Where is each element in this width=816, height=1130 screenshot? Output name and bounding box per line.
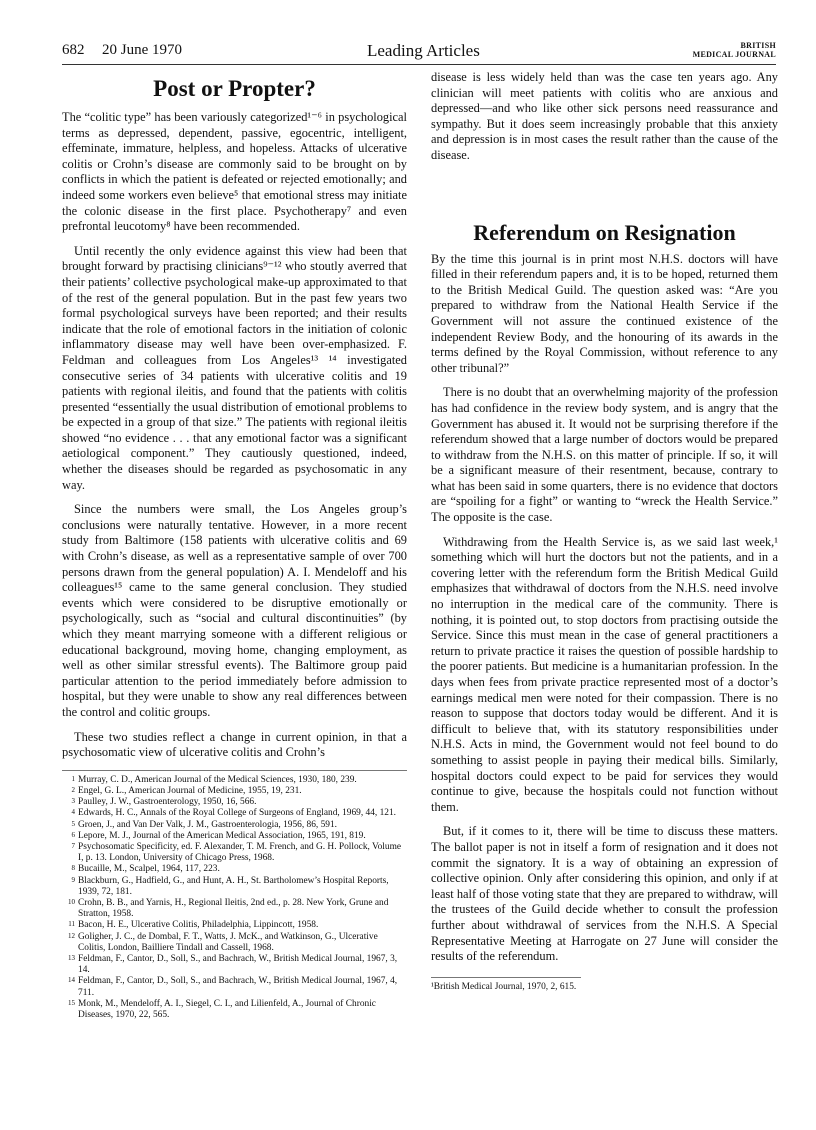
reference-number: 7 [71, 841, 75, 850]
reference-list [62, 770, 407, 1021]
reference-text: Engel, G. L., American Journal of Medicine, 1955, 19, 231. [78, 785, 302, 796]
reference-item [62, 876, 407, 898]
reference-text: Psychosomatic Specificity, ed. F. Alexander, T. M. French, and G. H. Pollock, Volume I, p. 13. London, University of Chicago Press, 1968. [78, 841, 402, 864]
reference-text: Crohn, B. B., and Yarnis, H., Regional Ileitis, 2nd ed., p. 28. New York, Grune and Stratton, 1958. [78, 897, 389, 920]
reference-number: 11 [68, 920, 75, 929]
article2-title: Referendum on Resignation [473, 219, 736, 245]
issue-date: 20 June 1970 [102, 42, 182, 58]
reference-text: Edwards, H. C., Annals of the Royal College of Surgeons of England, 1969, 44, 121. [78, 808, 397, 819]
reference-item [62, 797, 407, 808]
running-header [62, 40, 776, 65]
reference-item [62, 932, 407, 954]
reference-number: 6 [71, 830, 75, 839]
article1-paragraph: The “colitic type” has been variously categorized¹⁻⁶ in psychological terms as depressed, dependent, passive, egocentric, intelligent, effeminate, immature, helpless, and hopeless. Attacks of ulcerative colitis or Crohn’s disease are commonly said to be brought on by conflicts in which the patient is defeated or rejected emotionally; and indeed some workers even believe⁵ that emotional stress may initiate the colonic disease in the first place. Psychotherapy⁷ and even prefrontal leucotomy⁸ have been recommended. [62, 110, 407, 234]
reference-number: 13 [68, 954, 75, 962]
article1-paragraph: Until recently the only evidence against this view had been that brought forward by practising clinicians⁹⁻¹² who stoutly averred that their patients’ collective psychological make-up approximated to that of the rest of the general population. But in the past few years two formal psychological surveys have been reported; and their results indicate that the role of emotional factors in the initiation of colonic inflammatory disease may well have been over-emphasized. F. Feldman and colleagues from Los Angeles¹³ ¹⁴ investigated consecutive series of 34 patients with ulcerative colitis and 19 patients with regional ileitis, and found that the patients with colitis presented “essentially the usual distribution of emotional problems to be expected in a group of that size.” The patients with regional ileitis showed “no evidence . . . that any emotional factor was a significant aetiological component.” They cautiously questioned, indeed, whether the diseases should be regarded as psychosomatic in any way. [62, 243, 407, 492]
article1-paragraph: These two studies reflect a change in current opinion, in that a psychosomatic view of ulcerative colitis and Crohn’s [62, 729, 407, 760]
reference-text: Paulley, J. W., Gastroenterology, 1950, 16, 566. [78, 797, 257, 808]
journal-name-line1: BRITISH [740, 41, 776, 50]
article2-paragraph: By the time this journal is in print most N.H.S. doctors will have filled in their referendum papers and, it is to be hoped, returned them to the British Medical Guild. The question asked was: “Are you prepared to withdraw from the National Health Service if the Government will not assure the continued existence of the independent Review Body, and the honouring of its awards in the terms defined by the Royal Commission, without reference to any other tribunal?” [431, 251, 778, 375]
article1-paragraph: Since the numbers were small, the Los Angeles group’s conclusions were naturally tentative. However, in a more recent study from Baltimore (158 patients with ulcerative colitis and 69 with Crohn’s disease, as well as a representative sample of over 700 persons drawn from the general population) A. I. Mendeloff and his colleagues¹⁵ came to the same general conclusion. They studied events which were considered to be disruptive emotionally or psychologically, such as “social and cultural discontinuities” (by which they meant marrying someone with a different religious or educational background, moving home, changing employment, as well as other similar stressful events). The Baltimore group paid particular attention to the period immediately before admission to hospital, but they were unable to show any real differences between the control and colitic groups. [62, 502, 407, 719]
reference-item [62, 898, 407, 920]
reference-text: Lepore, M. J., Journal of the American Medical Association, 1965, 191, 819. [78, 830, 366, 841]
reference-number: 2 [71, 785, 75, 794]
article2-paragraph: Withdrawing from the Health Service is, as we said last week,¹ something which will hurt the doctors but not the patients, and in a covering letter with the referendum form the British Medical Guild emphasizes that withdrawal of doctors from the N.H.S. need involve no interruption in the medical care of the community. There is nothing, it is pointed out, to stop doctors from practising outside the Service. Since this must mean in the case of general practitioners a return to private practice it raises the question of possible hardship to the poorer patients. But medicine is a humanitarian profession. In the days when fees from private practice represented most of a doctor’s earnings medical men were noted for their compassion. There is no reason to suppose that doctors today would be different. And it is difficult to believe that, with its statutory responsibilities under N.H.S. Acts in mind, the Government would not feel bound to do something to assist people in paying their medical bills. Similarly, hospital doctors could expect to be paid for services they would continue to give, because the hospitals could not function without them. [431, 534, 778, 814]
reference-text: Feldman, F., Cantor, D., Soll, S., and Bachrach, W., British Medical Journal, 1967, 3, 14. [78, 954, 398, 976]
reference-text: Bucaille, M., Scalpel, 1964, 117, 223. [78, 864, 220, 875]
reference-number: 4 [71, 808, 75, 817]
reference-item [62, 864, 407, 875]
left-column [62, 70, 407, 1021]
reference-text: Goligher, J. C., de Dombal, F. T., Watts, J. McK., and Watkinson, G., Ulcerative Colitis, London, Bailliere Tindall and Cassell, 1968. [78, 931, 378, 953]
right-column [431, 70, 778, 992]
page-number: 682 [62, 42, 85, 58]
reference-text: Monk, M., Mendeloff, A. I., Siegel, C. I., and Lilienfeld, A., Journal of Chronic Diseases, 1970, 22, 565. [78, 998, 376, 1021]
reference-item [62, 775, 407, 786]
reference-item [62, 976, 407, 998]
article2-footnote: ¹British Medical Journal, 1970, 2, 615. [431, 977, 581, 992]
reference-item [62, 831, 407, 842]
article1-title: Post or Propter? [153, 76, 316, 101]
reference-text: Groen, J., and Van Der Valk, J. M., Gastroenterologia, 1956, 86, 591. [78, 819, 337, 830]
reference-number: 5 [71, 819, 75, 828]
reference-number: 14 [68, 976, 75, 985]
reference-number: 8 [71, 864, 75, 873]
section-title: Leading Articles [367, 41, 480, 60]
journal-name-line2: MEDICAL JOURNAL [692, 50, 776, 59]
reference-item [62, 920, 407, 931]
reference-text: Blackburn, G., Hadfield, G., and Hunt, A. H., St. Bartholomew’s Hospital Reports, 1939, 72, 181. [78, 875, 389, 897]
journal-name [693, 41, 776, 59]
article2-paragraph: There is no doubt that an overwhelming majority of the profession has had confidence in the review body system, and is angry that the Government has abused it. It would not be surprising therefore if the referendum showed that a large number of doctors would be prepared to withdraw from the N.H.S. on this matter of principle. If so, it will be a significant measure of their resentment, because, contrary to what has been said in some quarters, there is no evidence that doctors are “spoiling for a fight” or wanting to “wreck the Health Service.” The opposite is the case. [431, 385, 778, 525]
reference-item [62, 999, 407, 1021]
reference-number: 1 [71, 774, 75, 783]
article2-paragraph: But, if it comes to it, there will be time to discuss these matters. The ballot paper is not in itself a form of resignation and it does not commit the signatory. It is a way of obtaining an expression of collective opinion. Only after considering this opinion, and only if at least half of those voting state that they are prepared to withdraw, will the trustees of the Guild decide whether to consult the profession further about withdrawal of services from the N.H.S. A Special Representative Meeting at Harrogate on 27 June will consider the results of the referendum. [431, 824, 778, 964]
reference-item [62, 820, 407, 831]
reference-item [62, 786, 407, 797]
reference-number: 10 [68, 897, 75, 906]
reference-number: 15 [68, 998, 75, 1007]
reference-number: 12 [68, 931, 75, 940]
reference-item [62, 808, 407, 819]
article1-continuation: disease is less widely held than was the case ten years ago. Any clinician will meet patients with colitis who are anxious and depressed—and who like other sick persons need reassurance and sympathy. But it does seem increasingly probable that this anxiety and depression is in most cases the result rather than the cause of the disease. [431, 70, 778, 162]
reference-text: Murray, C. D., American Journal of the Medical Sciences, 1930, 180, 239. [78, 774, 357, 785]
reference-number: 9 [71, 875, 75, 884]
reference-text: Bacon, H. E., Ulcerative Colitis, Philadelphia, Lippincott, 1958. [78, 920, 319, 931]
reference-text: Feldman, F., Cantor, D., Soll, S., and Bachrach, W., British Medical Journal, 1967, 4, 711. [78, 976, 398, 998]
reference-item [62, 954, 407, 976]
reference-item [62, 842, 407, 864]
reference-number: 3 [71, 797, 75, 806]
